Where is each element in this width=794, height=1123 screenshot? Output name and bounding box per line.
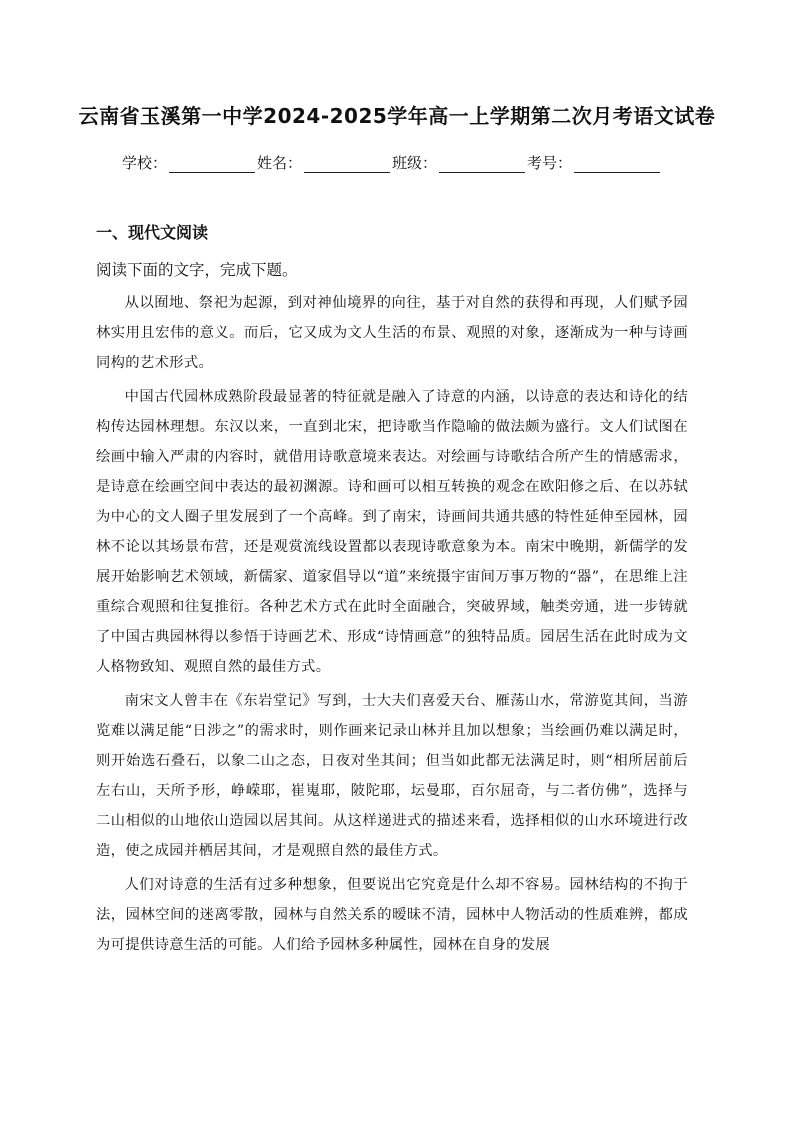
passage-paragraph: 南宋文人曾丰在《东岩堂记》写到，士大夫们喜爱天台、雁荡山水，常游览其间，当游览难以满足能“日涉之”的需求时，则作画来记录山林并且加以想象；当绘画仍难以满足时，则开始选石叠石，以象二山之态，日夜对坐其间；但当如此都无法满足时，则“相所居前后左右山，天所予形，峥嵘耶，崔嵬耶，陂陀耶，坛曼耶，百尔屈奇，与二者仿佛”，选择与二山相似的山地依山造园以居其间。从这样递进式的描述来看，选择相似的山水环境进行改造，使之成园并栖居其间，才是观照自然的最佳方式。: [96, 693, 688, 859]
passage-paragraph: 从以囿地、祭祀为起源，到对神仙境界的向往，基于对自然的获得和再现，人们赋予园林实用且宏伟的意义。而后，它又成为文人生活的布景、观照的对象，逐渐成为一种与诗画同构的艺术形式。: [96, 295, 688, 371]
class-blank-line[interactable]: [439, 156, 525, 173]
school-label: 学校：: [122, 154, 168, 172]
exam-number-field: [527, 152, 662, 173]
name-blank-line[interactable]: [304, 156, 390, 173]
exam-number-label: 考号：: [527, 154, 573, 172]
student-info-row: [122, 152, 682, 173]
class-label: 班级：: [392, 154, 438, 172]
reading-instruction: 阅读下面的文字，完成下题。: [96, 261, 298, 279]
name-label: 姓名：: [257, 154, 303, 172]
name-field: [257, 152, 392, 173]
passage-paragraph: 中国古代园林成熟阶段最显著的特征就是融入了诗意的内涵，以诗意的表达和诗化的结构传达园林理想。东汉以来，一直到北宋，把诗歌当作隐喻的做法颇为盛行。文人们试图在绘画中输入严肃的内容时，就借用诗歌意境来表达。对绘画与诗歌结合所产生的情感需求，是诗意在绘画空间中表达的最初渊源。诗和画可以相互转换的观念在欧阳修之后、在以苏轼为中心的文人圈子里发展到了一个高峰。到了南宋，诗画间共通共感的特性延伸至园林，园林不论以其场景布营，还是观赏流线设置都以表现诗歌意象为本。南宋中晚期，新儒学的发展开始影响艺术领域，新儒家、道家倡导以“道”来统摄宇宙间万事万物的“器”，在思维上注重综合观照和往复推衍。各种艺术方式在此时全面融合，突破界域，触类旁通，进一步铸就了中国古典园林得以参悟于诗画艺术、形成“诗情画意”的独特品质。园居生活在此时成为文人格物致知、观照自然的最佳方式。: [96, 389, 688, 675]
exam-number-blank-line[interactable]: [574, 156, 660, 173]
section-heading: 一、现代文阅读: [96, 223, 209, 242]
reading-passage: [96, 288, 688, 964]
school-field: [122, 152, 257, 173]
class-field: [392, 152, 527, 173]
passage-paragraph: 人们对诗意的生活有过多种想象，但要说出它究竟是什么却不容易。园林结构的不拘于法，园林空间的迷离零散，园林与自然关系的暧昧不清，园林中人物活动的性质难辨，都成为可提供诗意生活的可能。人们给予园林多种属性，园林在自身的发展: [96, 877, 688, 953]
exam-title: 云南省玉溪第一中学2024-2025学年高一上学期第二次月考语文试卷: [78, 104, 716, 128]
school-blank-line[interactable]: [169, 156, 255, 173]
